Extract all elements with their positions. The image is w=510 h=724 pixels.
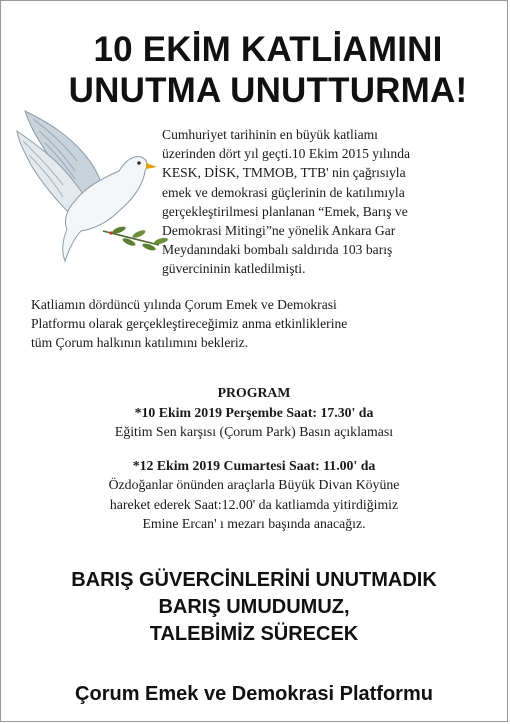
program-heading: PROGRAM	[217, 385, 291, 400]
dove-icon	[15, 105, 175, 275]
invitation-line: tüm Çorum halkının katılımını bekleriz.	[31, 335, 249, 351]
intro-line: gerçekleştirilmesi planlanan “Emek, Barış ve	[162, 203, 408, 219]
intro-line: Meydanındaki bombalı saldırıda 103 barış	[162, 242, 393, 258]
slogan	[11, 567, 497, 648]
slogan-line-3: TALEBİMİZ SÜRECEK	[149, 623, 359, 645]
event-2-date: *12 Ekim 2019 Cumartesi Saat: 11.00' da	[132, 457, 376, 473]
event-2-description-line: Emine Ercan' ı mezarı başında anacağız.	[142, 516, 366, 531]
program-spacer	[21, 442, 487, 456]
invitation-line: Platformu olarak gerçekleştireceğimiz anma etkinliklerine	[31, 316, 348, 332]
event-2-description-line: Özdoğanlar önünden araçlarla Büyük Divan Köyüne	[108, 477, 400, 492]
intro-line: Cumhuriyet tarihinin en büyük katliamı	[162, 127, 378, 142]
intro-line: güvercininin katledilmişti.	[162, 261, 306, 277]
intro-line: Demokrasi Mitingi”ne yönelik Ankara Gar	[162, 223, 396, 239]
event-1-date: *10 Ekim 2019 Perşembe Saat: 17.30' da	[134, 404, 374, 420]
program-section	[21, 383, 487, 534]
slogan-line-1: BARIŞ GÜVERCİNLERİNİ UNUTMADIK	[71, 569, 437, 591]
intro-line: üzerinden dört yıl geçti.10 Ekim 2015 yılında	[162, 146, 411, 162]
intro-line: emek ve demokrasi güçlerinin de katılımıyla	[162, 184, 405, 200]
slogan-line-2: BARIŞ UMUDUMUZ,	[158, 596, 350, 618]
event-2-description-line: hareket ederek Saat:12.00' da katliamda yitirdiğimiz	[109, 496, 399, 512]
poster-title	[41, 29, 495, 111]
invitation-paragraph	[31, 295, 473, 353]
intro-line: KESK, DİSK, TMMOB, TTB' nin çağrısıyla	[162, 165, 406, 181]
intro-paragraph	[162, 125, 473, 279]
event-1-description: Eğitim Sen karşısı (Çorum Park) Basın açıklaması	[114, 424, 394, 439]
title-line-1: 10 EKİM KATLİAMINI	[93, 30, 443, 69]
organization-name: Çorum Emek ve Demokrasi Platformu	[75, 683, 433, 705]
invitation-line: Katliamın dördüncü yılında Çorum Emek ve Demokrasi	[31, 297, 337, 312]
title-line-2: UNUTMA UNUTTURMA!	[68, 71, 468, 110]
